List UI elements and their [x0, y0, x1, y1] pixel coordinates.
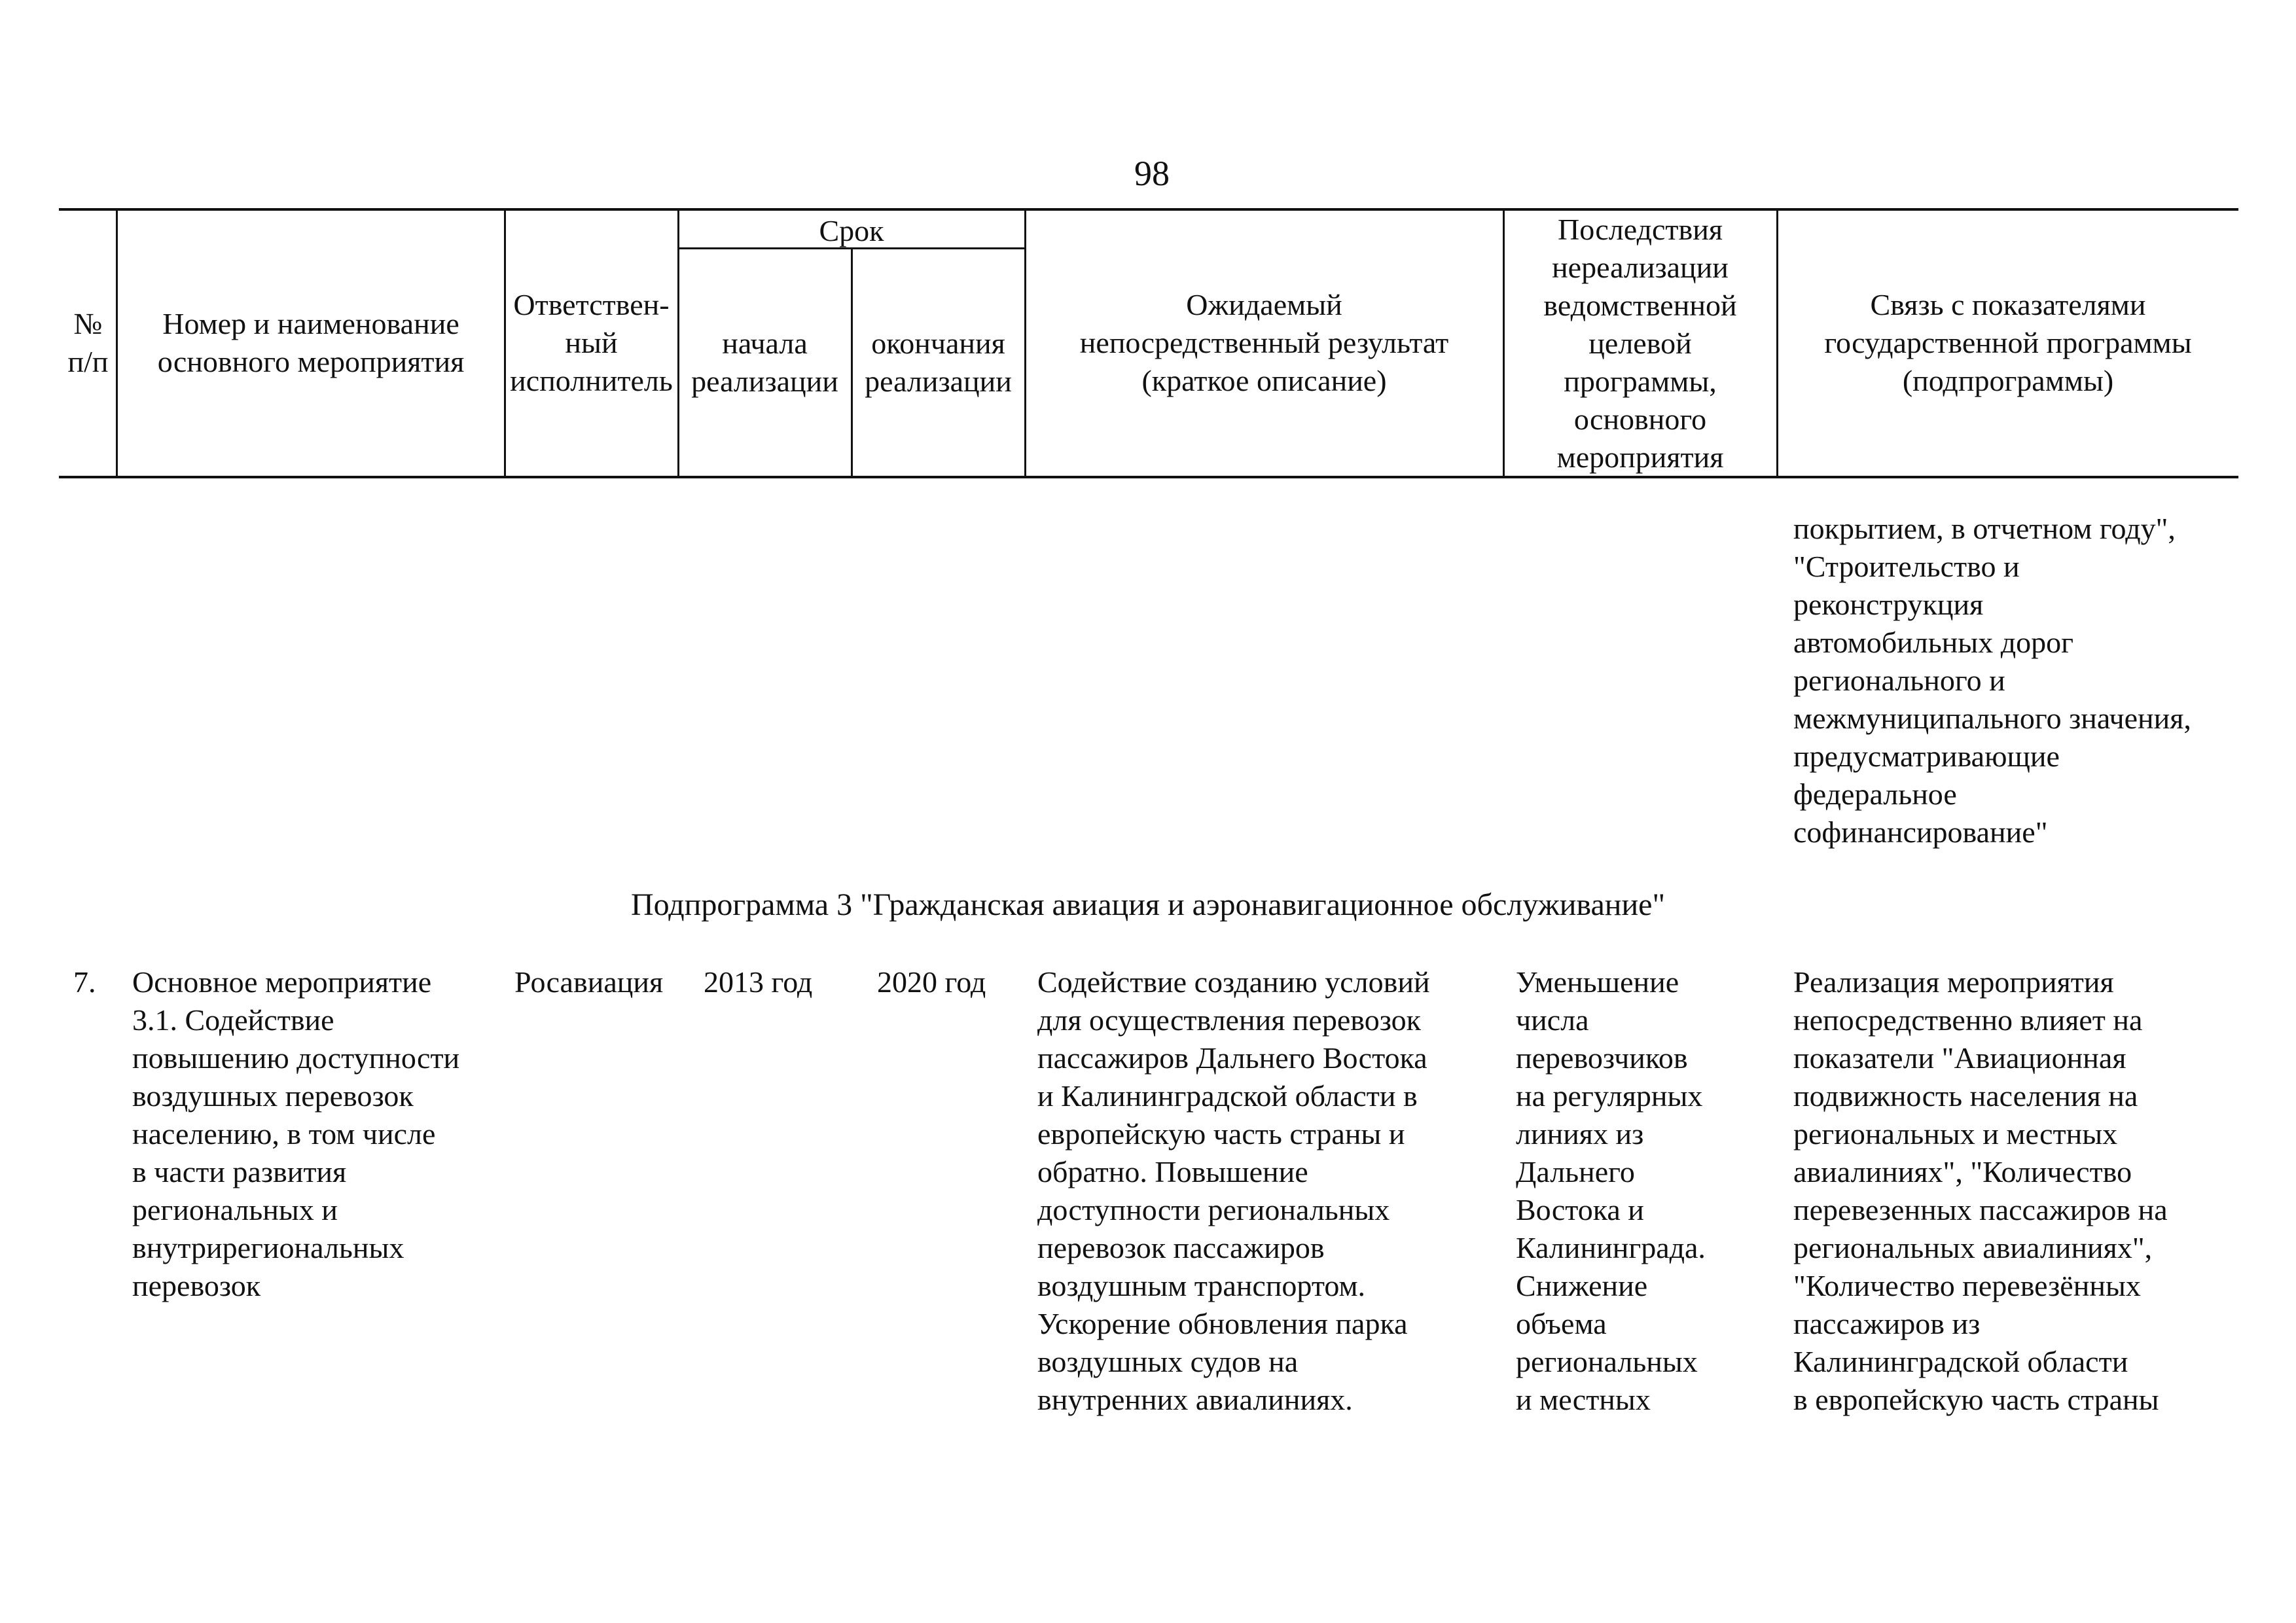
table-top-border [59, 208, 2238, 211]
table-header-bottom-border [59, 476, 2238, 478]
header-expected-result: Ожидаемый непосредственный результат (краткое описание) [1079, 288, 1449, 397]
header-start: начала реализации [691, 327, 838, 398]
row-activity-name: Основное мероприятие 3.1. Содействие повышению доступности воздушных перевозок населению, в том числе в части развития региональных и внутрирегиональных перевозок [132, 965, 460, 1302]
row-number: 7. [73, 965, 96, 999]
header-end: окончания реализации [865, 327, 1012, 398]
subprogram-title: Подпрограмма 3 "Гражданская авиация и аэронавигационное обслуживание" [630, 887, 1666, 922]
header-number: № п/п [67, 307, 109, 378]
row-indicator-link: Реализация мероприятия непосредственно влияет на показатели "Авиационная подвижность населения на региональных и местных авиалиниях", "Количество перевезенных пассажиров на региональных авиалиниях", "Количество перевезённых пассажиров из Калининградской области в европейскую часть страны [1793, 965, 2168, 1416]
page-number: 98 [1134, 154, 1170, 193]
header-activity-name: Номер и наименование основного мероприятия [157, 307, 465, 378]
header-executor: Ответствен- ный исполнитель [510, 288, 673, 397]
row-end-date: 2020 год [877, 965, 986, 999]
header-term: Срок [819, 214, 884, 247]
header-indicator-link: Связь с показателями государственной программы (подпрограммы) [1824, 288, 2192, 397]
header-consequences: Последствия нереализации ведомственной целевой программы, основного мероприятия [1543, 213, 1737, 474]
row-executor: Росавиация [514, 965, 664, 999]
row-start-date: 2013 год [704, 965, 813, 999]
row-consequences: Уменьшение числа перевозчиков на регулярных линиях из Дальнего Востока и Калининграда. Снижение объема региональных и местных [1516, 965, 1706, 1416]
row-expected-result: Содействие созданию условий для осуществления перевозок пассажиров Дальнего Востока и Калининградской области в европейскую часть страны и обратно. Повышение доступности региональных перевозок пассажиров воздушным транспортом. Ускорение обновления парка воздушных судов на внутренних авиалиниях. [1037, 965, 1430, 1416]
continuation-indicator-link: покрытием, в отчетном году", "Строительство и реконструкция автомобильных дорог регионального и межмуниципального значения, предусматривающие федеральное софинансирование" [1793, 512, 2191, 849]
